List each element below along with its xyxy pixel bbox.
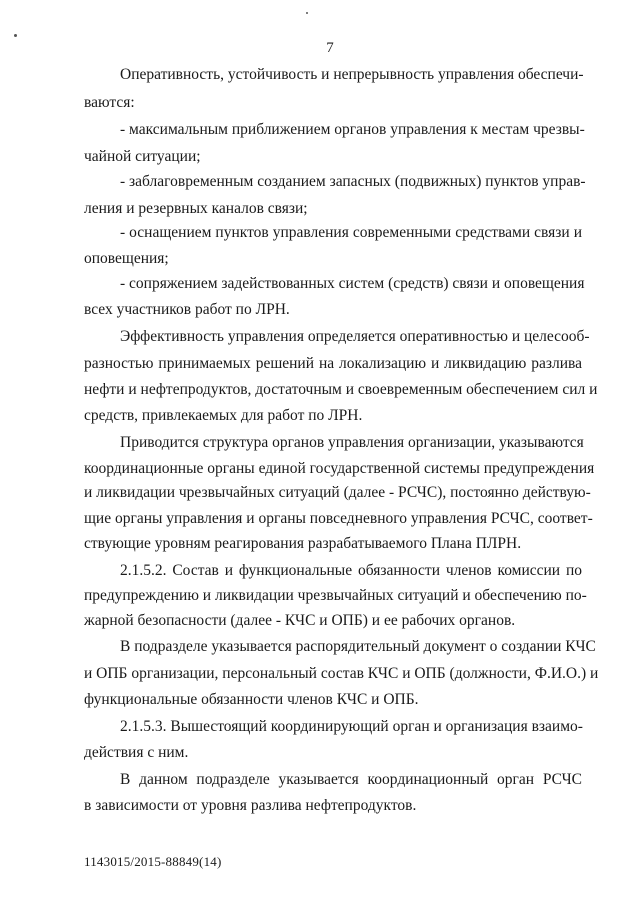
text-line: В подразделе указывается распорядительный документ о создании КЧС [120,638,596,655]
text-line: Оперативность, устойчивость и непрерывность управления обеспечи- [120,66,584,83]
text-line: в зависимости от уровня разлива нефтепродуктов. [84,797,417,814]
text-line: координационные органы единой государственной системы предупреждения [84,460,595,477]
text-line: 2.1.5.2. Состав и функциональные обязанности членов комиссии по [120,562,582,579]
text-line: функциональные обязанности членов КЧС и ОПБ. [84,691,419,708]
text-line: ления и резервных каналов связи; [84,200,308,217]
text-line: - сопряжением задействованных систем (средств) связи и оповещения [120,275,585,292]
text-line: нефти и нефтепродуктов, достаточным и своевременным обеспечением сил и [84,381,598,398]
text-line: В данном подразделе указывается координационный орган РСЧС [120,771,582,788]
text-line: ваются: [84,94,135,111]
document-footer: 1143015/2015-88849(14) [84,854,222,869]
text-line: предупреждению и ликвидации чрезвычайных ситуаций и обеспечению по- [84,587,587,604]
text-line: всех участников работ по ЛРН. [84,301,290,318]
text-line: разностью принимаемых решений на локализацию и ликвидацию разлива [84,355,582,372]
text-line: 2.1.5.3. Вышестоящий координирующий орган и организация взаимо- [120,718,583,735]
text-line: - оснащением пунктов управления современными средствами связи и [120,224,582,241]
text-line: Эффективность управления определяется оперативностью и целесооб- [120,328,590,345]
text-line: и ОПБ организации, персональный состав КЧС и ОПБ (должности, Ф.И.О.) и [84,665,599,682]
text-line: оповещения; [84,250,169,267]
text-line: средств, привлекаемых для работ по ЛРН. [84,407,363,424]
text-line: чайной ситуации; [84,148,201,165]
scan-speck [14,34,17,37]
text-line: жарной безопасности (далее - КЧС и ОПБ) и ее рабочих органов. [84,612,516,629]
text-line: ствующие уровням реагирования разрабатываемого Плана ПЛРН. [84,535,522,552]
page-number: 7 [326,40,334,56]
text-line: действия с ним. [84,744,189,761]
text-line: щие органы управления и органы повседневного управления РСЧС, соответ- [84,510,593,527]
text-line: и ликвидации чрезвычайных ситуаций (далее - РСЧС), постоянно действую- [84,484,591,501]
scan-speck [306,12,308,14]
text-line: Приводится структура органов управления организации, указываются [120,434,584,451]
text-line: - максимальным приближением органов управления к местам чрезвы- [120,121,585,138]
text-line: - заблаговременным созданием запасных (подвижных) пунктов управ- [120,173,586,190]
